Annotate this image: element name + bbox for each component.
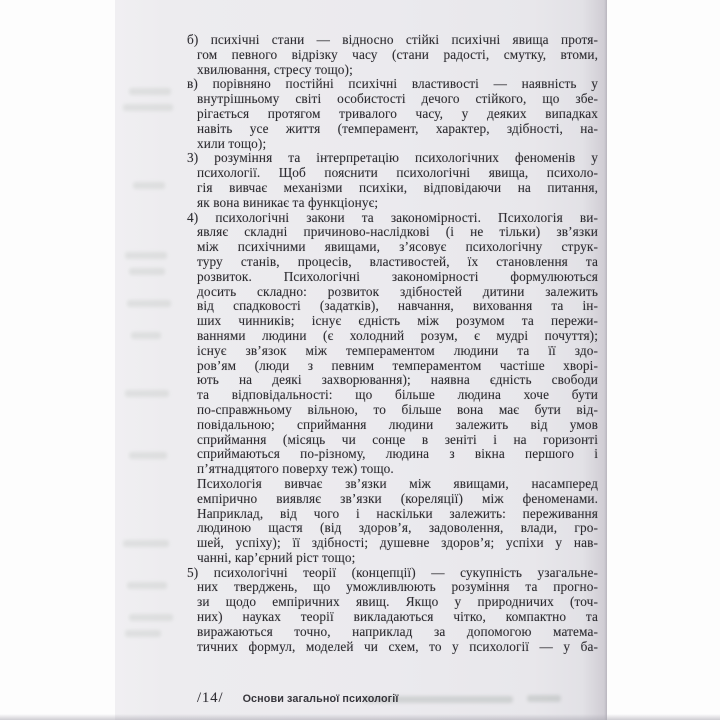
showthrough-ghost: [125, 630, 161, 637]
text-line: емпірично виявляє зв’язки (кореляції) між феноменами.: [197, 490, 598, 506]
showthrough-ghost: [129, 268, 165, 275]
text-line: [187, 150, 598, 166]
text-line: виражаються точно, наприклад за допомогою матема-: [197, 623, 598, 639]
text-line: хвилювання, стресу тощо);: [197, 61, 353, 77]
list-item: [187, 76, 598, 151]
list-marker: 4): [187, 209, 199, 225]
line-text: психологічні закони та закономірності. Психологія ви-: [215, 209, 598, 225]
showthrough-ghost: [123, 104, 173, 111]
text-line: ють на деякі захворювання); наявна єдність свободи: [197, 372, 598, 388]
text-line: шей, успіху); її здібності; душевне здоров’я; успіхи у нав-: [197, 535, 598, 551]
showthrough-ghost: [125, 252, 167, 259]
text-line: гом певного відрізку часу (стани радості, смутку, втоми,: [197, 46, 598, 62]
showthrough-ghost: [133, 182, 165, 189]
text-line: чанні, кар’єрний ріст тощо;: [197, 549, 356, 565]
text-line: розвиток. Психологічні закономірності формулюються: [197, 268, 598, 284]
book-title: Основи загальної психології: [242, 693, 399, 705]
text-line: тичних формул, моделей чи схем, то у психології — у ба-: [197, 638, 598, 654]
text-line: хили тощо);: [197, 135, 267, 151]
text-line: ших чинників; існує єдність між розумом та пережи-: [197, 313, 598, 329]
text-line: Наприклад, від чого і наскільки залежить: переживання: [197, 505, 598, 521]
text-line: гія вивчає механізми психіки, відповідаючи на питання,: [197, 179, 598, 195]
text-line: навіть усе життя (темперамент, характер, здібності, на-: [197, 120, 598, 136]
showthrough-ghost: [127, 300, 171, 307]
line-text: психічні стани — відносно стійкі психічні явища протя-: [210, 32, 598, 47]
text-line: [187, 564, 598, 581]
book-page: [115, 0, 607, 720]
line-text: психологічні теорії (концепції) — сукупність узагальне-: [213, 564, 598, 580]
text-line: по-справжньому вільною, то більше вона має бути від-: [197, 401, 598, 417]
text-line: сприймання (місяць чи сонце в зеніті і на горизонті: [197, 431, 598, 447]
text-line: психології. Щоб пояснити психологічні явища, психоло-: [197, 165, 598, 181]
showthrough-ghost: [129, 88, 171, 95]
text-line: [187, 76, 598, 92]
showthrough-ghost: [131, 332, 161, 339]
text-line: між психічними явищами, з’ясовує психологічну струк-: [197, 239, 598, 255]
list-item: [187, 32, 598, 77]
text-line: туру станів, процесів, властивостей, їх становлення та: [197, 253, 598, 269]
showthrough-ghost: [127, 582, 167, 589]
text-line: досить складно: розвиток здібностей дитини залежить: [197, 283, 598, 299]
showthrough-ghost: [125, 390, 169, 397]
text-line: внутрішньому світі особистості дечого стійкого, що збе-: [197, 91, 598, 107]
list-marker: б): [187, 32, 199, 47]
list-item: [187, 564, 598, 655]
list-item: [187, 209, 598, 477]
text-line: повідальною; сприймання людини залежить від умов: [197, 416, 598, 432]
list-marker: 5): [187, 564, 199, 580]
line-text: розуміння та інтерпретацію психологічних феноменів у: [214, 150, 598, 166]
showthrough-ghost: [129, 452, 167, 459]
text-line: Психологія вивчає зв’язки між явищами, насамперед: [197, 475, 598, 491]
text-line: рігається протягом тривалого часу, у деяких випадках: [197, 105, 598, 121]
text-line: них) науках теорії викладаються чітко, компактно та: [197, 609, 598, 625]
text-line: [187, 209, 598, 226]
text-line: сприймаються по-різному, людина з вікна першого і: [197, 446, 598, 462]
text-line: [187, 32, 598, 48]
text-line: п’ятнадцятого поверху теж) тощо.: [197, 461, 394, 477]
text-line: являє складні причиново-наслідкові (і не тільки) зв’язки: [197, 224, 598, 240]
page-footer: [197, 689, 598, 707]
line-text: порівняно постійні психічні властивості — наявність у: [212, 76, 598, 92]
text-line: зи щодо емпіричних явищ. Якщо у природничих (точ-: [197, 594, 598, 610]
page-number: /14/: [197, 690, 224, 706]
text-line: як вона виникає та функціонує;: [197, 194, 379, 210]
text-line: існує зв’язок між темпераментом людини та її здо-: [197, 342, 598, 358]
text-line: від спадковості (задатків), навчання, виховання та ін-: [197, 298, 598, 314]
text-line: та відповідальності: що більше людина хоче бути: [197, 387, 598, 403]
text-line: ваннями людини (є холодний розум, є мудрі почуття);: [197, 327, 598, 343]
list-item: [187, 150, 598, 210]
text-line: них тверджень, що уможливлюють розуміння та прогно-: [197, 579, 598, 595]
text-line: ров’ям (люди з певним темпераментом частіше хворі-: [197, 357, 598, 373]
showthrough-ghost: [123, 540, 169, 547]
text-column: [187, 32, 598, 654]
showthrough-ghost: [129, 614, 173, 621]
list-marker: 3): [187, 150, 199, 166]
text-line: людиною щастя (від здоров’я, задоволення, влади, гро-: [197, 520, 598, 536]
paragraph: [197, 477, 598, 566]
list-marker: в): [187, 76, 198, 92]
